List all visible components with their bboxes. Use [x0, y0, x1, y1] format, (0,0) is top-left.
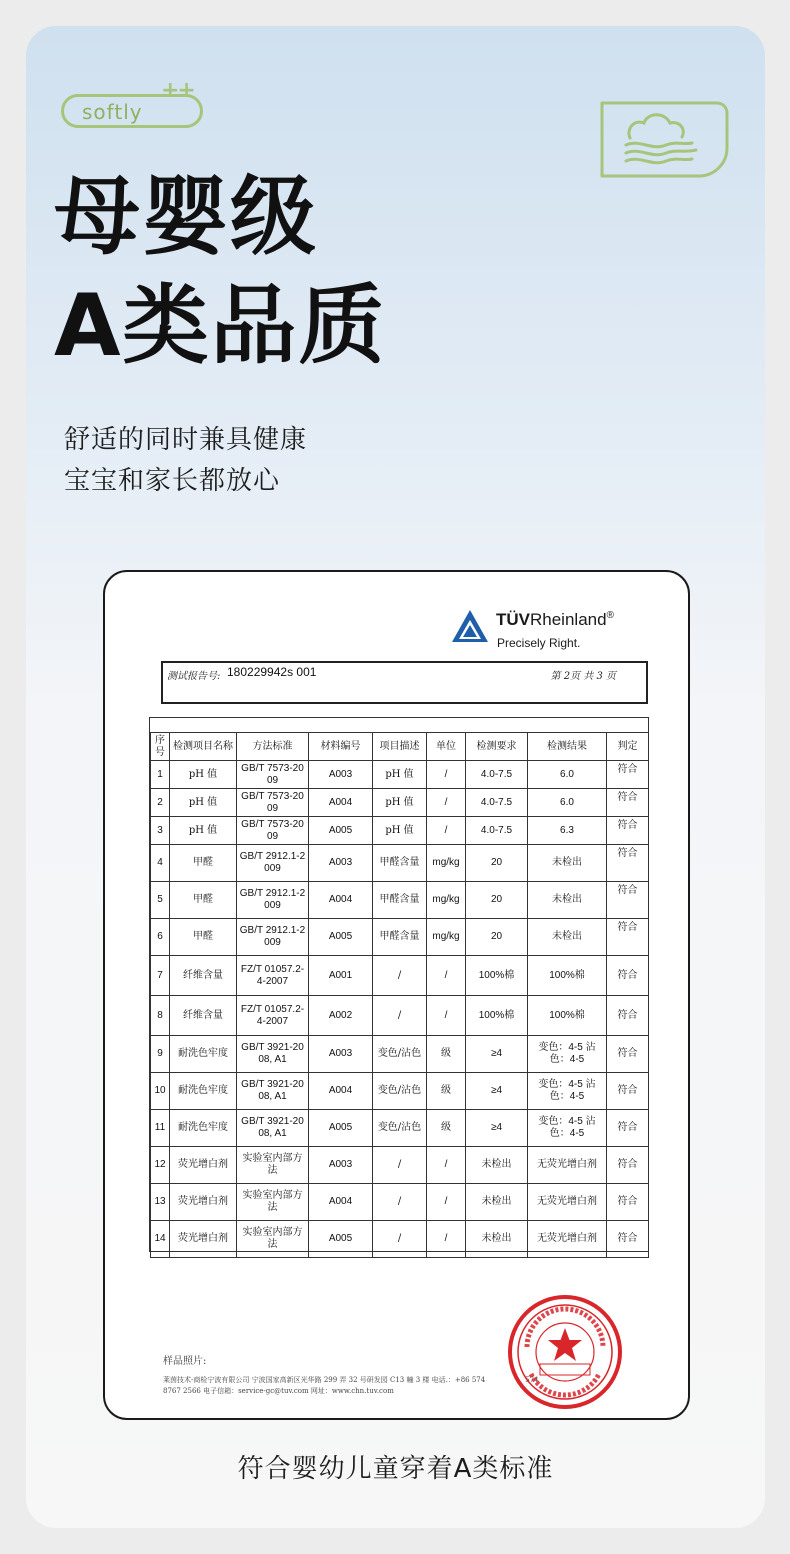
- table-cell: 符合: [607, 1221, 649, 1258]
- table-row: [151, 1036, 649, 1073]
- table-cell: 未检出: [528, 919, 607, 956]
- report-number: 180229942s 001: [227, 665, 317, 679]
- table-header-row: [151, 733, 649, 761]
- header-cell: 检测项目名称: [170, 733, 237, 761]
- table-row: [151, 1221, 649, 1258]
- table-cell: 符合: [607, 761, 649, 789]
- table-cell: 14: [151, 1221, 170, 1258]
- table-cell: 6.0: [528, 761, 607, 789]
- table-cell: 变色/沾色: [373, 1036, 427, 1073]
- table-cell: A003: [309, 761, 373, 789]
- table-cell: 100%棉: [528, 956, 607, 996]
- table-cell: mg/kg: [427, 882, 466, 919]
- sample-photo-label: 样品照片:: [163, 1356, 207, 1367]
- table-cell: 级: [427, 1110, 466, 1147]
- table-cell: 实验室内部方法: [237, 1221, 309, 1258]
- table-cell: GB/T 3921-2008, A1: [237, 1110, 309, 1147]
- table-row: [151, 996, 649, 1036]
- table-cell: /: [373, 1147, 427, 1184]
- table-cell: GB/T 7573-2009: [237, 817, 309, 845]
- table-cell: /: [427, 1221, 466, 1258]
- table-body: [151, 761, 649, 1258]
- table-cell: 4.0-7.5: [466, 789, 528, 817]
- table-cell: ≥4: [466, 1073, 528, 1110]
- content-card: [26, 26, 765, 1528]
- table-cell: 甲醛含量: [373, 882, 427, 919]
- brand-logo: [61, 78, 203, 128]
- tuv-name-bold: TÜV: [496, 610, 530, 629]
- table-cell: /: [427, 817, 466, 845]
- table-cell: 耐洗色牢度: [170, 1073, 237, 1110]
- table-cell: 8: [151, 996, 170, 1036]
- table-cell: A001: [309, 956, 373, 996]
- report-number-box: [161, 661, 648, 704]
- table-cell: 纤维含量: [170, 956, 237, 996]
- table-cell: pH 值: [373, 789, 427, 817]
- table-cell: 未检出: [466, 1147, 528, 1184]
- table-cell: 3: [151, 817, 170, 845]
- table-cell: 无荧光增白剂: [528, 1184, 607, 1221]
- tuv-logo: [450, 608, 640, 658]
- table-row: [151, 845, 649, 882]
- table-cell: pH 值: [170, 789, 237, 817]
- table-cell: 荧光增白剂: [170, 1147, 237, 1184]
- brand-logo-plus: ++: [161, 78, 194, 103]
- table-cell: 20: [466, 845, 528, 882]
- table-cell: /: [427, 996, 466, 1036]
- table-cell: 符合: [607, 956, 649, 996]
- table-cell: pH 值: [373, 817, 427, 845]
- table-cell: pH 值: [170, 761, 237, 789]
- table-cell: 符合: [607, 845, 649, 882]
- footer-line-1-main: 莱茵技术-商检宁波有限公司 宁波国家高新区光华路 299 弄 32 号研发园 C13 幢 3 楼 电话.：+86 574: [163, 1376, 486, 1384]
- table-cell: 12: [151, 1147, 170, 1184]
- tuv-name-rest: Rheinland: [530, 610, 607, 629]
- table-cell: GB/T 2912.1-2009: [237, 882, 309, 919]
- header-cell: 检测要求: [466, 733, 528, 761]
- table-cell: 20: [466, 882, 528, 919]
- table-cell: 1: [151, 761, 170, 789]
- subtitle-line-2: 宝宝和家长都放心: [64, 466, 281, 496]
- table-cell: /: [373, 1221, 427, 1258]
- table-cell: 级: [427, 1036, 466, 1073]
- table-cell: FZ/T 01057.2-4-2007: [237, 956, 309, 996]
- table-cell: 甲醛含量: [373, 845, 427, 882]
- table-cell: 未检出: [466, 1221, 528, 1258]
- table-cell: 6.0: [528, 789, 607, 817]
- table-cell: ≥4: [466, 1036, 528, 1073]
- table-cell: 变色/沾色: [373, 1073, 427, 1110]
- table-cell: 6.3: [528, 817, 607, 845]
- cloud-icon: [592, 93, 732, 179]
- table-cell: ≥4: [466, 1110, 528, 1147]
- header-cell: 项目描述: [373, 733, 427, 761]
- table-cell: pH 值: [373, 761, 427, 789]
- table-cell: GB/T 3921-2008, A1: [237, 1036, 309, 1073]
- table-cell: 荧光增白剂: [170, 1221, 237, 1258]
- table-cell: 2: [151, 789, 170, 817]
- table-cell: 13: [151, 1184, 170, 1221]
- table-cell: 符合: [607, 1184, 649, 1221]
- table-cell: 100%棉: [466, 996, 528, 1036]
- test-report-document: [103, 570, 690, 1420]
- table-row: [151, 1184, 649, 1221]
- table-cell: 100%棉: [528, 996, 607, 1036]
- table-cell: FZ/T 01057.2-4-2007: [237, 996, 309, 1036]
- table-cell: 符合: [607, 919, 649, 956]
- header-cell: 判定: [607, 733, 649, 761]
- table-cell: 变色：4-5 沾色：4-5: [528, 1036, 607, 1073]
- table-cell: A003: [309, 1036, 373, 1073]
- table-cell: 变色/沾色: [373, 1110, 427, 1147]
- table-row: [151, 956, 649, 996]
- table-cell: 变色：4-5 沾色：4-5: [528, 1073, 607, 1110]
- table-cell: /: [427, 956, 466, 996]
- table-cell: A004: [309, 789, 373, 817]
- table-row: [151, 761, 649, 789]
- table-cell: 甲醛: [170, 882, 237, 919]
- bottom-caption: 符合婴幼儿童穿着A类标准: [237, 1454, 554, 1484]
- table-cell: 4: [151, 845, 170, 882]
- table-cell: 甲醛: [170, 845, 237, 882]
- table-cell: 符合: [607, 1110, 649, 1147]
- table-cell: 符合: [607, 789, 649, 817]
- header-cell: 单位: [427, 733, 466, 761]
- table-cell: 符合: [607, 817, 649, 845]
- table-cell: A002: [309, 996, 373, 1036]
- table-cell: 4.0-7.5: [466, 761, 528, 789]
- table-row: [151, 1073, 649, 1110]
- table-row: [151, 817, 649, 845]
- test-results-table: [150, 732, 649, 1258]
- table-row: [151, 789, 649, 817]
- page-info: 第 2页 共 3 页: [550, 671, 616, 682]
- table-cell: A004: [309, 1184, 373, 1221]
- table-cell: A003: [309, 1147, 373, 1184]
- table-cell: 20: [466, 919, 528, 956]
- table-cell: 无荧光增白剂: [528, 1221, 607, 1258]
- table-cell: GB/T 7573-2009: [237, 761, 309, 789]
- table-cell: 5: [151, 882, 170, 919]
- tuv-reg-mark: ®: [606, 610, 614, 621]
- table-cell: mg/kg: [427, 845, 466, 882]
- table-cell: 符合: [607, 996, 649, 1036]
- table-row: [151, 919, 649, 956]
- subtitle-line-1: 舒适的同时兼具健康: [64, 425, 308, 455]
- table-cell: /: [427, 761, 466, 789]
- table-cell: /: [427, 1184, 466, 1221]
- footer-line-2: 8767 2566 电子信箱：service-gc@tuv.com 网址：www.chn.tuv.com: [163, 1387, 394, 1395]
- table-cell: 级: [427, 1073, 466, 1110]
- table-cell: A005: [309, 919, 373, 956]
- table-cell: 甲醛含量: [373, 919, 427, 956]
- table-cell: 符合: [607, 1073, 649, 1110]
- table-row: [151, 1147, 649, 1184]
- table-cell: 100%棉: [466, 956, 528, 996]
- table-cell: 未检出: [528, 882, 607, 919]
- table-cell: /: [427, 1147, 466, 1184]
- table-cell: /: [427, 789, 466, 817]
- table-cell: 耐洗色牢度: [170, 1110, 237, 1147]
- company-seal: [505, 1292, 625, 1412]
- table-cell: mg/kg: [427, 919, 466, 956]
- table-cell: 荧光增白剂: [170, 1184, 237, 1221]
- table-cell: GB/T 7573-2009: [237, 789, 309, 817]
- table-cell: 纤维含量: [170, 996, 237, 1036]
- test-results-table-frame: [149, 717, 649, 1252]
- table-cell: 7: [151, 956, 170, 996]
- table-cell: 耐洗色牢度: [170, 1036, 237, 1073]
- header-cell: 方法标准: [237, 733, 309, 761]
- table-cell: 无荧光增白剂: [528, 1147, 607, 1184]
- table-cell: pH 值: [170, 817, 237, 845]
- table-cell: A005: [309, 1221, 373, 1258]
- table-cell: GB/T 2912.1-2009: [237, 845, 309, 882]
- table-cell: 11: [151, 1110, 170, 1147]
- headline-line-1: 母婴级: [54, 167, 318, 267]
- table-cell: A005: [309, 817, 373, 845]
- table-cell: A003: [309, 845, 373, 882]
- tuv-slogan: Precisely Right.: [497, 636, 581, 650]
- table-row: [151, 882, 649, 919]
- brand-logo-text: softly: [82, 100, 143, 124]
- header-cell: 材料编号: [309, 733, 373, 761]
- table-cell: 未检出: [466, 1184, 528, 1221]
- table-cell: 甲醛: [170, 919, 237, 956]
- tuv-name: [496, 610, 614, 630]
- table-cell: 符合: [607, 882, 649, 919]
- report-number-label: 测试报告号:: [167, 671, 221, 682]
- tuv-triangle-icon: [450, 608, 490, 644]
- header-cell: 序号: [151, 733, 170, 761]
- table-cell: A004: [309, 882, 373, 919]
- table-cell: 6: [151, 919, 170, 956]
- table-cell: /: [373, 996, 427, 1036]
- table-cell: 实验室内部方法: [237, 1184, 309, 1221]
- table-cell: 4.0-7.5: [466, 817, 528, 845]
- table-cell: 符合: [607, 1036, 649, 1073]
- table-row: [151, 1110, 649, 1147]
- table-cell: 变色：4-5 沾色：4-5: [528, 1110, 607, 1147]
- table-cell: 符合: [607, 1147, 649, 1184]
- table-cell: A005: [309, 1110, 373, 1147]
- table-cell: 未检出: [528, 845, 607, 882]
- table-cell: GB/T 3921-2008, A1: [237, 1073, 309, 1110]
- headline-line-2: A类品质: [54, 276, 387, 376]
- footer-line-1-end: 574: [525, 1376, 539, 1384]
- table-cell: 10: [151, 1073, 170, 1110]
- table-cell: /: [373, 956, 427, 996]
- table-cell: A004: [309, 1073, 373, 1110]
- table-cell: GB/T 2912.1-2009: [237, 919, 309, 956]
- table-cell: 9: [151, 1036, 170, 1073]
- header-cell: 检测结果: [528, 733, 607, 761]
- table-cell: /: [373, 1184, 427, 1221]
- table-cell: 实验室内部方法: [237, 1147, 309, 1184]
